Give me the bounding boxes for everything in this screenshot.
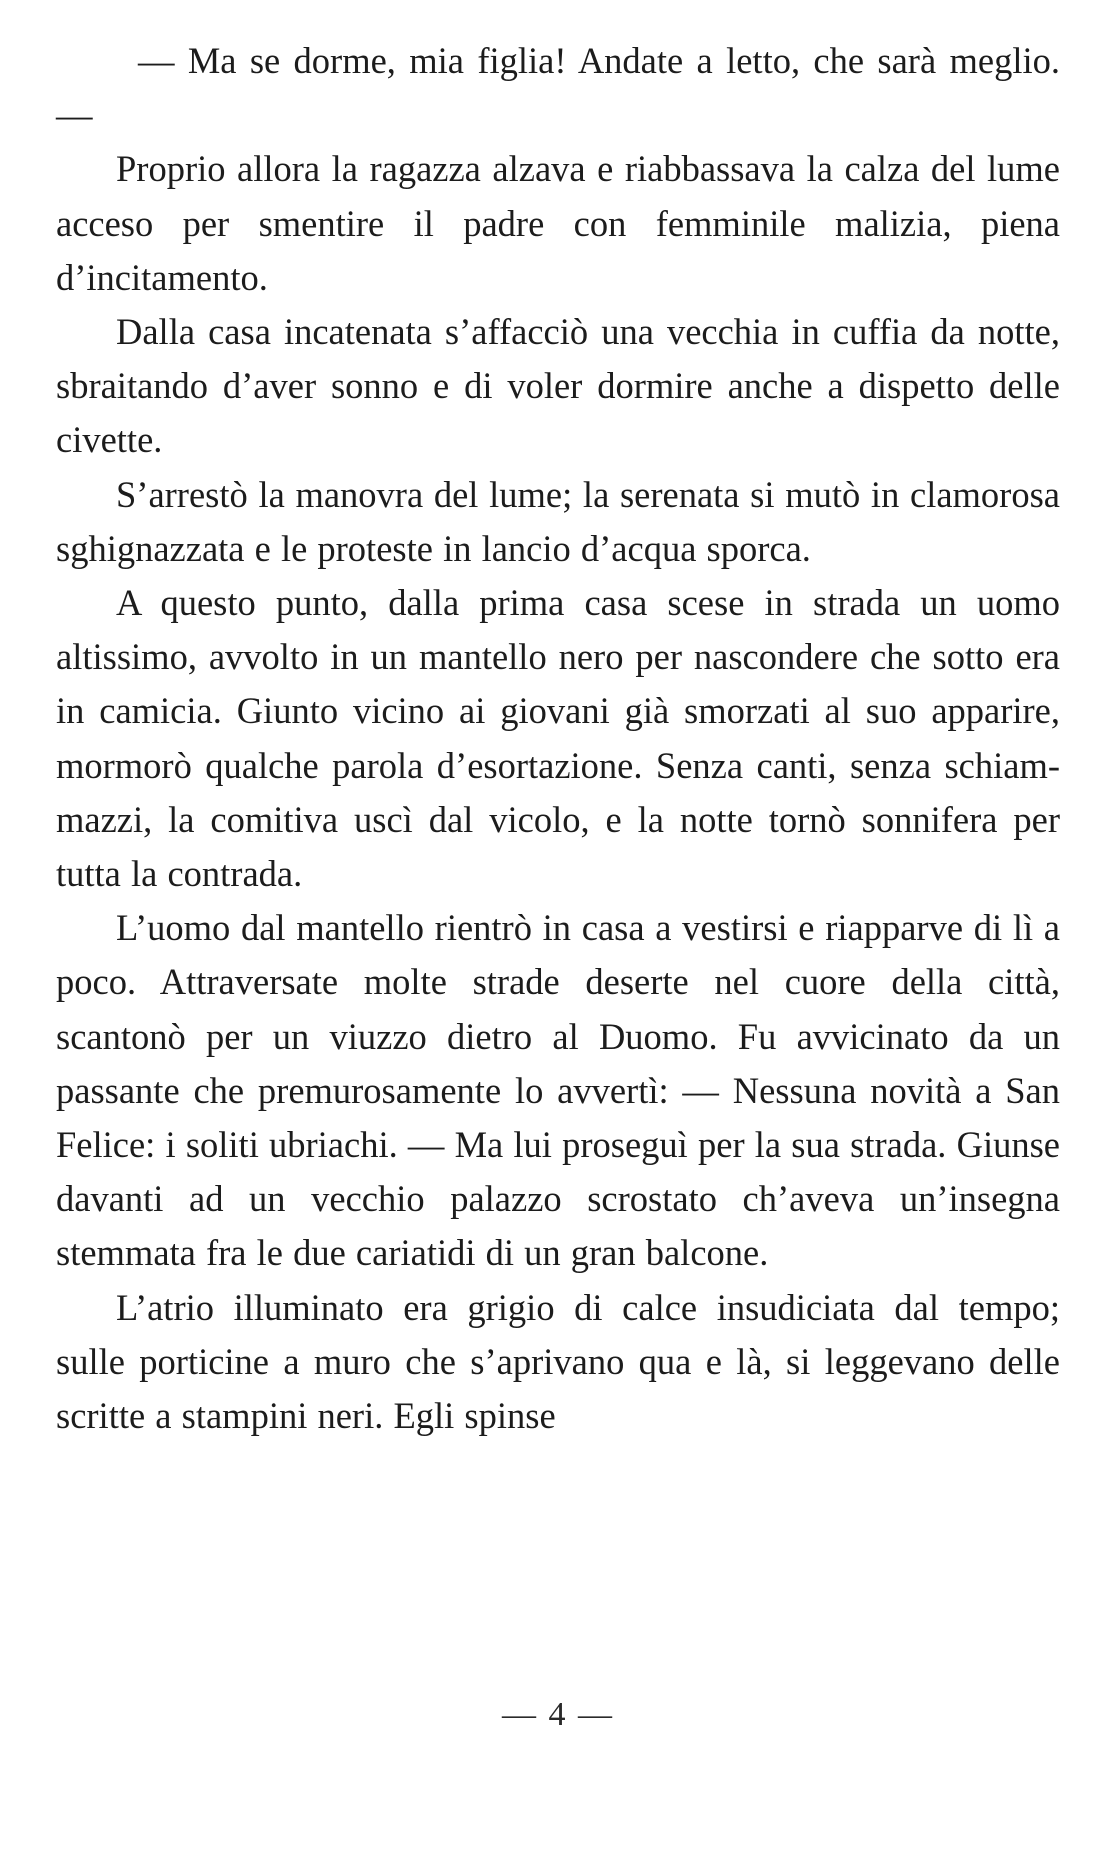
paragraph: — Ma se dorme, mia figlia! Andate a letto, che sarà meglio. — (56, 40, 1060, 136)
page-number: — 4 — (502, 1696, 614, 1733)
paragraph: Proprio allora la ragazza alzava e riabbassava la calza del lume acceso per smentire il padre con femminile malizia, piena d’incitamento. (56, 148, 1060, 298)
paragraph: L’uomo dal mantello rientrò in casa a vestirsi e riapparve di lì a poco. Attraversate molte strade deserte nel cuore della città, scantonò per un viuzzo dietro al Duomo. Fu avvicinato da un passante che premurosamente lo avvertì: — Nessuna novità a San Felice: i soliti ubriachi. — Ma lui proseguì per la sua strada. Giunse davanti ad un vecchio palazzo scrostato ch’aveva un’insegna stemmata fra le due cariatidi di un gran balcone. (56, 907, 1060, 1274)
paragraph: S’arrestò la manovra del lume; la serenata si mutò in clamorosa sghignazzata e le proteste in lancio d’acqua sporca. (56, 473, 1060, 569)
paragraph: Dalla casa incatenata s’affacciò una vecchia in cuffia da notte, sbraitando d’aver sonno e di voler dormire anche a dispetto delle civette. (56, 311, 1060, 461)
paragraph: A questo punto, dalla prima casa scese in strada un uomo altissimo, avvolto in un mantello nero per nascondere che sotto era in camicia. Giunto vicino ai giovani già smorzati al suo apparire, mormorò qualche parola d’esortazione. Senza canti, senza schiammazzi, la comitiva uscì dal vicolo, e la notte tornò sonnifera per tutta la contrada. (56, 582, 1060, 895)
paragraph: L’atrio illuminato era grigio di calce insudiciata dal tempo; sulle porticine a muro che s’aprivano qua e là, si leggevano delle scritte a stampini neri. Egli spinse (56, 1286, 1060, 1437)
page-body (56, 34, 1060, 1443)
